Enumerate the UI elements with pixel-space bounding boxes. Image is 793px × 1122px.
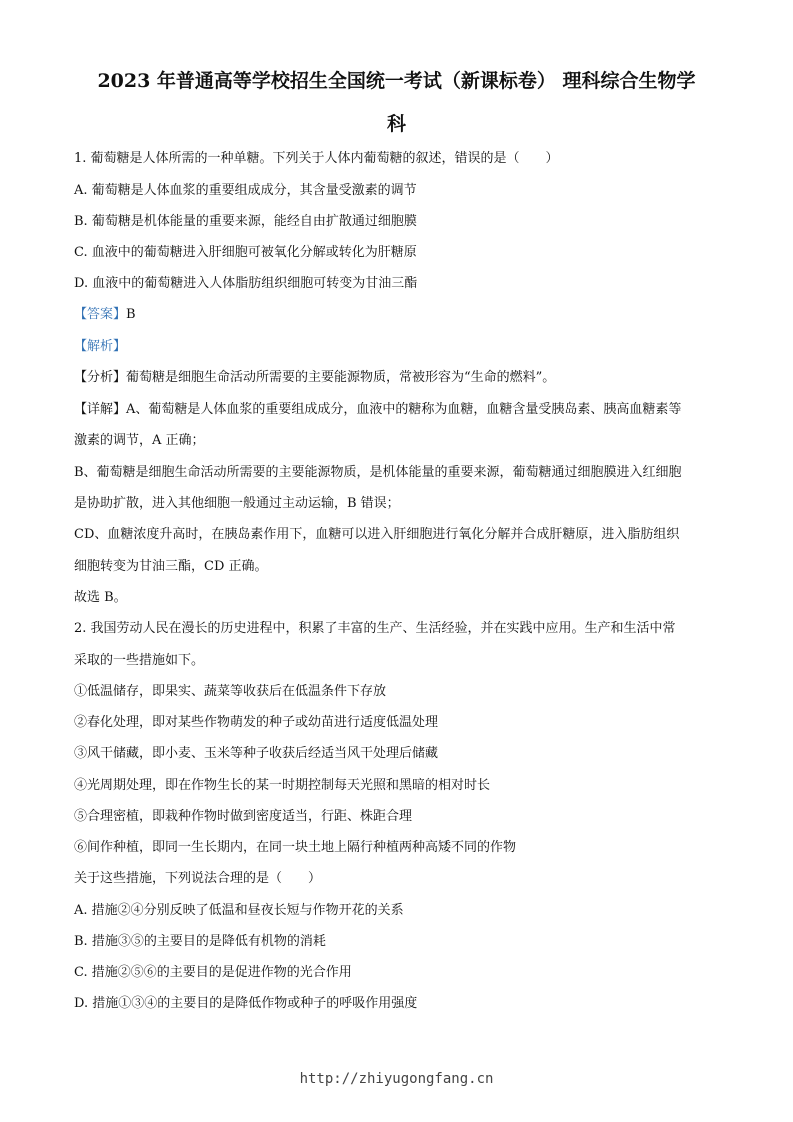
- question-1-option-b: B. 葡萄糖是机体能量的重要来源，能经自由扩散通过细胞膜: [74, 214, 417, 229]
- measure-3: ③风干储藏，即小麦、玉米等种子收获后经适当风干处理后储藏: [74, 746, 439, 761]
- xiangjie-line-6: 细胞转变为甘油三酯，CD 正确。: [74, 559, 268, 574]
- question-1-option-c: C. 血液中的葡萄糖进入肝细胞可被氧化分解或转化为肝糖原: [74, 245, 417, 260]
- question-2-option-a: A. 措施②④分别反映了低温和昼夜长短与作物开花的关系: [74, 903, 404, 918]
- footer-url: http://zhiyugongfang.cn: [299, 1071, 494, 1087]
- measure-1: ①低温储存，即果实、蔬菜等收获后在低温条件下存放: [74, 684, 387, 699]
- answer-line: [74, 308, 719, 321]
- fenxi-tag: 【分析】: [74, 370, 127, 385]
- question-1-option-a: A. 葡萄糖是人体血浆的重要组成成分，其含量受激素的调节: [74, 183, 417, 198]
- question-2-stem-line-1: 2. 我国劳动人民在漫长的历史进程中，积累了丰富的生产、生活经验，并在实践中应用。生产和生活中常: [74, 621, 676, 636]
- xiangjie-line-4: 是协助扩散，进入其他细胞一般通过主动运输，B 错误；: [74, 496, 400, 511]
- xiangjie-tag: 【详解】: [74, 402, 127, 417]
- question-2-stem-line-2: 采取的一些措施如下。: [74, 653, 205, 668]
- measure-5: ⑤合理密植，即栽种作物时做到密度适当，行距、株距合理: [74, 809, 413, 824]
- question-2-option-d: D. 措施①③④的主要目的是降低作物或种子的呼吸作用强度: [74, 996, 418, 1011]
- page-title-line-2: 科: [386, 113, 406, 135]
- xiangjie-line-2: 激素的调节，A 正确；: [74, 433, 205, 448]
- xiangjie-line-5: CD、血糖浓度升高时，在胰岛素作用下，血糖可以进入肝细胞进行氧化分解并合成肝糖原，进入脂肪组织: [74, 527, 680, 542]
- answer-value: B: [126, 307, 136, 322]
- xiangjie-line-1: [74, 403, 719, 416]
- measure-2: ②春化处理，即对某些作物萌发的种子或幼苗进行适度低温处理: [74, 715, 439, 730]
- question-2-option-c: C. 措施②⑤⑥的主要目的是促进作物的光合作用: [74, 965, 352, 980]
- page-title-line-1: 2023 年普通高等学校招生全国统一考试（新课标卷） 理科综合生物学: [97, 70, 696, 92]
- question-2-option-b: B. 措施③⑤的主要目的是降低有机物的消耗: [74, 934, 326, 949]
- xiangjie-line-3: B、葡萄糖是细胞生命活动所需要的主要能源物质，是机体能量的重要来源，葡萄糖通过细胞膜进入红细胞: [74, 465, 682, 480]
- measure-4: ④光周期处理，即在作物生长的某一时期控制每天光照和黑暗的相对时长: [74, 778, 491, 793]
- measure-6: ⑥间作种植，即同一生长期内，在同一块土地上隔行种植两种高矮不同的作物: [74, 840, 517, 855]
- question-1-option-d: D. 血液中的葡萄糖进入人体脂肪组织细胞可转变为甘油三酯: [74, 276, 418, 291]
- xiangjie-text-1: A、葡萄糖是人体血浆的重要组成成分，血液中的糖称为血糖，血糖含量受胰岛素、胰高血糖素等: [126, 402, 682, 417]
- analysis-tag: 【解析】: [74, 339, 127, 354]
- fenxi-line: [74, 371, 719, 384]
- fenxi-text: 葡萄糖是细胞生命活动所需要的主要能源物质，常被形容为“生命的燃料”。: [126, 370, 556, 385]
- question-2-question: 关于这些措施，下列说法合理的是（ ）: [74, 871, 322, 886]
- answer-tag: 【答案】: [74, 307, 127, 322]
- xiangjie-conclusion: 故选 B。: [74, 590, 127, 605]
- question-1-stem: 1. 葡萄糖是人体所需的一种单糖。下列关于人体内葡萄糖的叙述，错误的是（ ）: [74, 151, 559, 166]
